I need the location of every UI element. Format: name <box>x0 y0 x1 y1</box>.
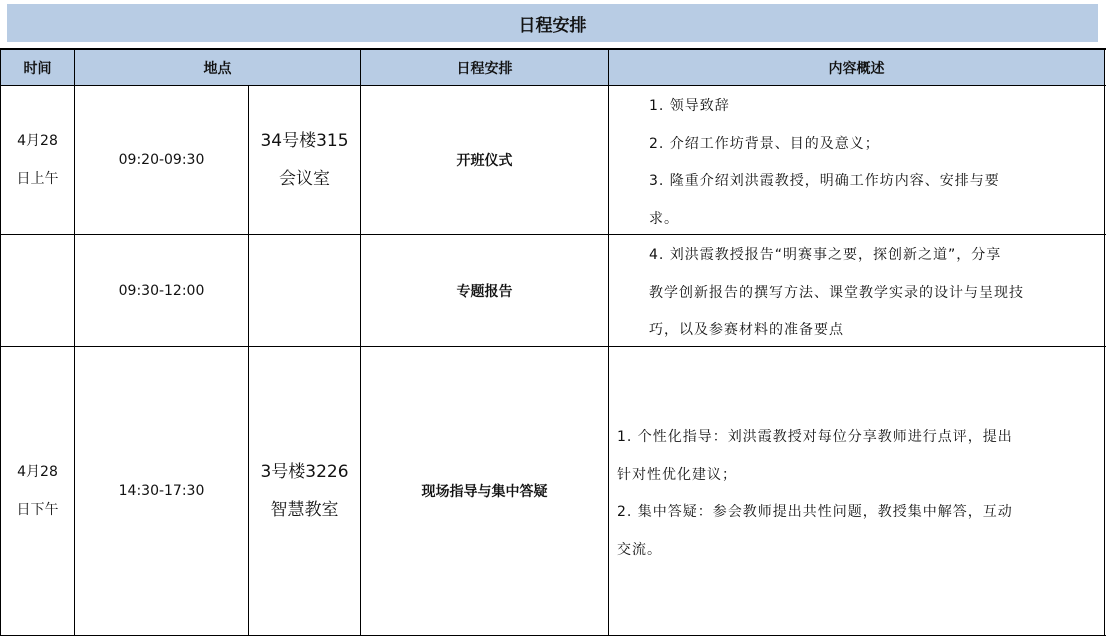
grid-line <box>74 48 75 636</box>
row3-date-line2: 日下午 <box>16 502 59 518</box>
summary-line: 1. 领导致辞 <box>649 98 730 114</box>
header-time: 时间 <box>1 50 74 86</box>
row3-place <box>249 347 360 635</box>
summary-line: 求。 <box>649 210 679 227</box>
grid-line <box>0 48 1 636</box>
row2-time-range: 09:30-12:00 <box>118 282 205 299</box>
row1-date-line2: 日上午 <box>16 171 59 187</box>
grid-line <box>0 346 1106 347</box>
row3-place-line2: 智慧教室 <box>270 500 339 520</box>
summary-line: 教学创新报告的撰写方法、课堂教学实录的设计与呈现技 <box>649 284 1024 301</box>
table-title: 日程安排 <box>7 4 1098 42</box>
row1-schedule: 开班仪式 <box>456 153 513 169</box>
row3-place-line1: 3号楼3226 <box>260 462 349 482</box>
grid-line <box>0 234 1106 235</box>
row3-schedule: 现场指导与集中答疑 <box>421 484 548 500</box>
header-summary: 内容概述 <box>609 50 1104 86</box>
row3-time-range: 14:30-17:30 <box>118 483 205 499</box>
row1-date-line1: 4月28 <box>17 133 58 149</box>
row1-summary <box>617 88 1099 238</box>
grid-line <box>360 48 361 636</box>
header-location: 地点 <box>75 50 360 86</box>
row2-schedule: 专题报告 <box>456 283 513 300</box>
grid-line <box>608 48 609 636</box>
row1-date <box>1 86 74 234</box>
grid-line <box>0 48 1106 50</box>
grid-line <box>0 85 1106 86</box>
header-schedule: 日程安排 <box>361 50 608 86</box>
row3-date <box>1 347 74 635</box>
grid-line <box>1104 48 1105 636</box>
summary-line: 巧，以及参赛材料的准备要点 <box>649 322 844 338</box>
row2-summary <box>617 237 1099 350</box>
row3-summary <box>617 419 1099 569</box>
row1-time-range: 09:20-09:30 <box>118 152 205 168</box>
summary-line: 针对性优化建议； <box>617 466 737 483</box>
summary-line: 3. 隆重介绍刘洪霞教授，明确工作坊内容、安排与要 <box>649 173 1000 189</box>
summary-line: 1. 个性化指导：刘洪霞教授对每位分享教师进行点评，提出 <box>617 429 1013 445</box>
grid-line <box>248 86 249 636</box>
summary-line: 交流。 <box>617 541 662 558</box>
row1-place-line2: 会议室 <box>279 169 330 189</box>
row3-date-line1: 4月28 <box>17 464 58 480</box>
summary-line: 4. 刘洪霞教授报告“明赛事之要，探创新之道”，分享 <box>649 247 1002 263</box>
row1-place-line1: 34号楼315 <box>260 131 349 151</box>
summary-line: 2. 集中答疑：参会教师提出共性问题，教授集中解答，互动 <box>617 504 1013 520</box>
grid-line <box>0 635 1106 636</box>
row1-place <box>249 86 360 234</box>
summary-line: 2. 介绍工作坊背景、目的及意义； <box>649 135 880 152</box>
